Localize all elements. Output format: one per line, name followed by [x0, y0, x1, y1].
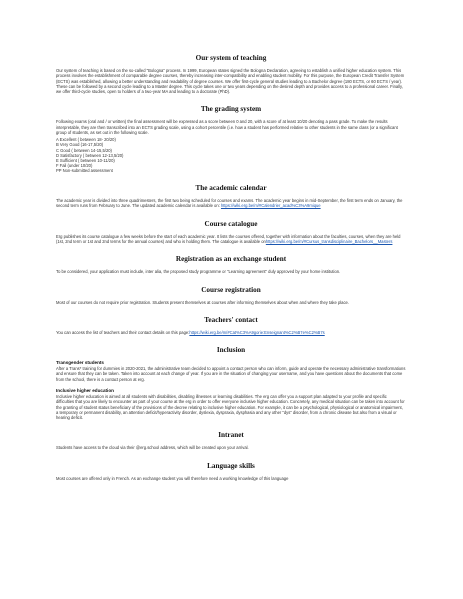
grade-item: B Very Good (16-17,5/20)	[56, 142, 104, 148]
language-heading: Language skills	[207, 461, 255, 470]
contact-body	[56, 330, 406, 335]
contact-text: You can access the list of teachers and their contact details on this page:	[56, 329, 190, 335]
calendar-link[interactable]: https://wiki.erg.be/m/#Calendrier_acad%C3%A9mique	[220, 203, 321, 209]
calendar-text: The academic year is divided into three quadrimesters, the first two being scheduled for courses and exams. The academic year begins in mid-September, the first term ends on January, the second term runs from February to June. The updated academic calendar is available on:	[56, 198, 403, 209]
intranet-body: Students have access to the cloud via their @erg.school address, which will be created upon your arrival.	[56, 445, 249, 451]
grading-intro: Following exams (oral and / or written) the final assessment will be expressed as a score between 0 and 20, with a score of at least 10/20 denoting a pass grade. To make the results interpretable, they are then transcribed into an ECTS grading scale, using a cohort percentile (i.e. how a student has performed relative to other students in the same class (or a significant group of students, as set out in the following scale.	[56, 119, 398, 136]
inclusion-heading: Inclusion	[216, 346, 246, 355]
registration-heading: Registration as an exchange student	[175, 255, 287, 264]
grade-item: E Sufficient ( between 10-11/20)	[56, 157, 115, 163]
teaching-body: Our system of teaching is based on the so-called "Bologna" process. In 1999, European states signed the Bologna Declaration, agreeing to establish a unified higher education system. This process involves the establishment of comparable degree courses, thereby increasing inter-compatibility and enabling student mobility. For this purpose, the European Credit Transfer System (ECTS) was established, allowing a better understanding and readability of degree courses. We offer first-cycle general studies leading to a Bachelor degree (180 ECTS, or 60 ECTS / year). These can be followed by a second cycle leading to a Master degree. This cycle takes one or two years depending on the desired depth and provides access to a professional career. Finally, we offer third-cycle studies, open to holders of a two-year MA and leading to a doctorate (PhD).	[56, 68, 405, 95]
grade-scale-list	[56, 137, 406, 173]
inclusive-education-heading: Inclusive higher education	[56, 388, 114, 393]
intranet-heading: Intranet	[218, 431, 244, 440]
transgender-body: After a Trans* training for dummies in 2020-2021, the administrative team decided to appoint a contact person who can inform, guide and operate the necessary administrative transformations and ensure that they can be taken. Taken into account at each change of year. If you are in the situation of changing your username, and you have questions about the documents that come from the school, there is a contact person at erg.	[56, 366, 406, 382]
catalogue-body	[56, 234, 406, 245]
teaching-heading: Our system of teaching	[195, 54, 267, 62]
grade-item: C Good ( between 14-15,5/20)	[56, 147, 112, 153]
course-registration-heading: Course registration	[201, 285, 261, 294]
catalogue-heading: Course catalogue	[204, 219, 258, 228]
calendar-heading: The academic calendar	[195, 184, 267, 193]
grading-heading: The grading system	[200, 105, 262, 114]
catalogue-text: Erg publishes its course catalogue a few weeks before the start of each academic year. It lists the courses offered, together with information about the faculties, courses, when they are held (1st, 2nd term or 1st and 2nd terms for the annual courses) and who is holding them. The catalogue is available on	[56, 233, 401, 244]
contact-heading: Teachers' contact	[204, 315, 258, 324]
grade-item: PP Non-submitted assessment	[56, 167, 113, 173]
transgender-heading: Transgender students	[56, 360, 104, 366]
contact-link[interactable]: https://wiki.erg.be/m/#Cat%C3%A9gorie:Enseignant%C2%B7e%C2%B7s	[189, 329, 325, 335]
calendar-body	[56, 198, 406, 209]
inclusive-education-body: Inclusive higher education is aimed at all students with disabilities, disabling illnesses or learning disabilities. The erg can offer you a support plan adapted to your profile and specific difficulties that you are likely to encounter as part of your course at the erg in order to offer everyone inclusive higher education. Concretely, any medical situation can be taken into account for the granting of student status beneficiary of the provisions of the decree relating to inclusive higher education. For example, it can be a psychological, physiological or anatomical impairment, a temporary or permanent disability, an attention deficit/hyperactivity disorder, dyslexia, dyspraxia, dysphasia and any other "dys" disorder, from a chronic disease but also from a visual or hearing deficit.	[56, 394, 405, 421]
catalogue-link[interactable]: https://wiki.erg.be/m/#Cursus_transdisciplinaire_Bachelors__Masters	[265, 238, 393, 244]
grade-item: A Excellent ( between 18- 20/20)	[56, 137, 116, 143]
registration-body: To be considered, your application must include, inter alia, the proposed study programme or "Learning agreement" duly approved by your home institution.	[56, 269, 341, 275]
course-registration-body: Most of our courses do not require prior registration. Students present themselves at courses after informing themselves about when and where they take place.	[56, 299, 349, 305]
document-page	[56, 54, 406, 483]
language-body: Most courses are offered only in French. As an exchange student you will therefore need a working knowledge of this language	[56, 475, 289, 481]
grade-item: F Fail (under 10/20)	[56, 162, 93, 168]
grade-item: D Satisfactory ( between 12-13,5/20)	[56, 152, 124, 158]
